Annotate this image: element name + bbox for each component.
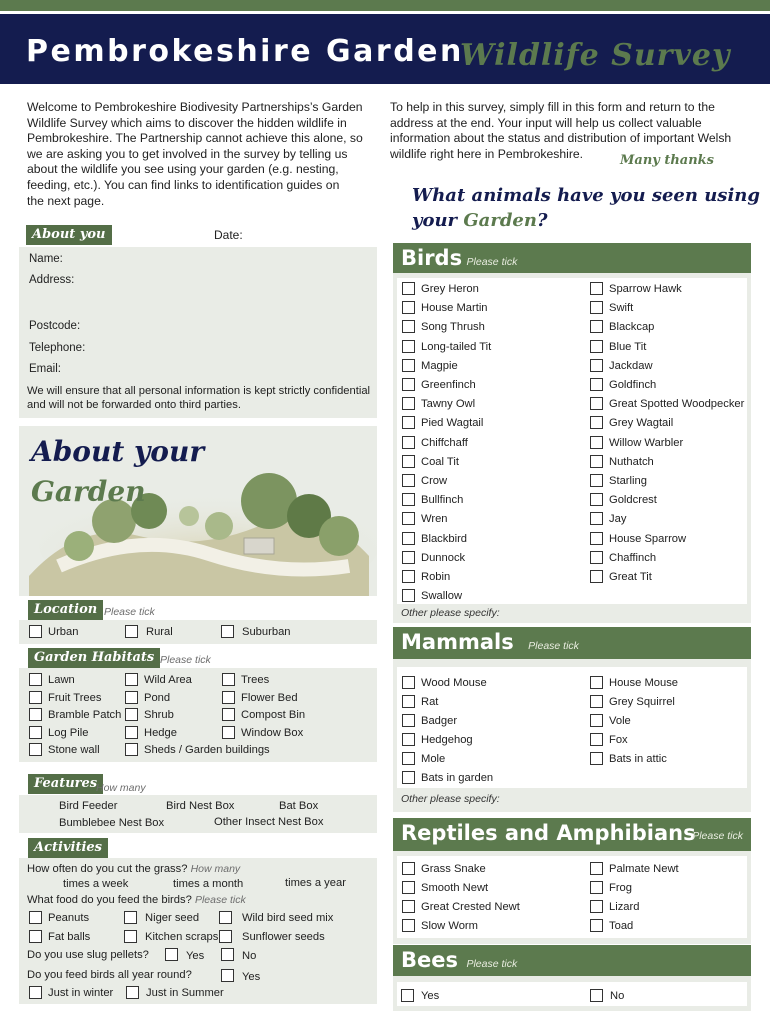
bird-grey-heron-label: Grey Heron [421, 283, 479, 295]
habitat-compost-bin-checkbox[interactable] [222, 708, 235, 721]
postcode-label: Postcode: [29, 320, 81, 332]
mammal-hedgehog-checkbox[interactable] [402, 733, 415, 746]
mammal-badger-label: Badger [421, 715, 458, 727]
mammal-rat-checkbox[interactable] [402, 695, 415, 708]
features-hint: How many [96, 782, 146, 794]
bird-dunnock-label: Dunnock [421, 551, 466, 564]
peanuts-label: Peanuts [48, 912, 90, 924]
just-winter-checkbox[interactable] [29, 986, 42, 999]
habitat-wild-area-label: Wild Area [144, 674, 192, 686]
slug-yes-checkbox[interactable] [165, 948, 178, 961]
kitchen-scraps-label: Kitchen scraps [145, 931, 219, 943]
bird-grey-wagtail-checkbox[interactable] [590, 416, 603, 429]
bat-box-label: Bat Box [279, 800, 319, 812]
habitat-flower-bed-checkbox[interactable] [222, 691, 235, 704]
many-thanks: Many thanks [620, 153, 715, 168]
just-summer-label: Just in Summer [146, 987, 224, 999]
reptiles-header: Reptiles and Amphibians Please tick [393, 818, 751, 851]
habitat-pond-label: Pond [144, 691, 171, 704]
habitat-bramble-patch-label: Bramble Patch [48, 709, 122, 721]
insect-nest-box-label: Other Insect Nest Box [214, 816, 324, 828]
email-label: Email: [29, 363, 61, 375]
bird-nuthatch-label: Nuthatch [609, 455, 654, 468]
reptile-palmate-newt-checkbox[interactable] [590, 862, 603, 875]
bird-grey-heron-checkbox[interactable] [402, 282, 415, 295]
mammal-bats-in-attic-label: Bats in attic [609, 753, 667, 765]
fat-balls-checkbox[interactable] [29, 930, 42, 943]
bird-magpie-label: Magpie [421, 359, 458, 372]
wild-bird-seed-label: Wild bird seed mix [242, 912, 334, 924]
habitat-sheds-garden-buildings-checkbox[interactable] [125, 743, 138, 756]
mammal-house-mouse-checkbox[interactable] [590, 676, 603, 689]
habitats-hint: Please tick [160, 654, 211, 666]
bird-bullfinch-checkbox[interactable] [402, 493, 415, 506]
bird-great-spotted-woodpecker-checkbox[interactable] [590, 397, 603, 410]
mammal-fox-checkbox[interactable] [590, 733, 603, 746]
bird-house-sparrow-label: House Sparrow [609, 532, 687, 545]
bird-jackdaw-label: Jackdaw [609, 359, 653, 372]
habitat-hedge-label: Hedge [144, 726, 177, 739]
mammal-wood-mouse-label: Wood Mouse [421, 677, 487, 689]
mammal-fox-label: Fox [609, 734, 628, 746]
bird-robin-label: Robin [421, 571, 451, 583]
bird-coal-tit-checkbox[interactable] [402, 455, 415, 468]
bird-goldcrest-label: Goldcrest [609, 494, 657, 507]
bird-feeder-label: Bird Feeder [59, 800, 118, 812]
bird-wren-label: Wren [421, 513, 448, 526]
habitat-window-box-checkbox[interactable] [222, 726, 235, 739]
top-stripe [0, 0, 770, 11]
habitat-shrub-label: Shrub [144, 709, 174, 721]
reptile-great-crested-newt-label: Great Crested Newt [421, 901, 520, 913]
bird-swift-label: Swift [609, 302, 634, 315]
reptile-great-crested-newt-checkbox[interactable] [402, 900, 415, 913]
mammal-rat-label: Rat [421, 696, 439, 708]
slug-no-label: No [242, 950, 257, 962]
intro-left: Welcome to Pembrokeshire Biodivesity Partnerships’s Garden Wildlife Survey which aims to discover the hidden wildlife in Pembrokeshire. The Partnership cannot achieve this alone, so we are asking you to get involved in the survey by telling us about the wildlife you see using your garden (e.g. nesting, feeding, etc.). You can find links to identification guides on the next page. [27, 100, 363, 208]
just-summer-checkbox[interactable] [126, 986, 139, 999]
mammal-bats-in-garden-checkbox[interactable] [402, 771, 415, 784]
habitat-fruit-trees-label: Fruit Trees [48, 691, 102, 704]
bird-house-sparrow-checkbox[interactable] [590, 532, 603, 545]
bird-house-martin-checkbox[interactable] [402, 301, 415, 314]
bird-blue-tit-checkbox[interactable] [590, 340, 603, 353]
bird-swallow-checkbox[interactable] [402, 589, 415, 602]
bird-starling-label: Starling [609, 475, 647, 487]
suburban-label: Suburban [242, 626, 291, 638]
reptile-grass-snake-checkbox[interactable] [402, 862, 415, 875]
about-you-tag: About you [26, 225, 112, 245]
all-year-yes-checkbox[interactable] [221, 969, 234, 982]
bird-long-tailed-tit-checkbox[interactable] [402, 340, 415, 353]
bird-crow-label: Crow [421, 475, 448, 487]
date-label: Date: [214, 228, 243, 242]
bird-house-martin-label: House Martin [421, 302, 488, 315]
food-question: What food do you feed the birds? Please tick [27, 894, 246, 906]
bird-chaffinch-label: Chaffinch [609, 551, 657, 564]
fat-balls-label: Fat balls [48, 931, 91, 943]
bird-bullfinch-label: Bullfinch [421, 494, 464, 507]
habitat-pond-checkbox[interactable] [125, 691, 138, 704]
bird-pied-wagtail-label: Pied Wagtail [421, 417, 484, 430]
urban-label: Urban [48, 626, 79, 638]
mammal-hedgehog-label: Hedgehog [421, 734, 473, 746]
niger-seed-checkbox[interactable] [124, 911, 137, 924]
bees-header: Bees Please tick [393, 945, 751, 976]
urban-checkbox[interactable] [29, 625, 42, 638]
bird-blackcap-label: Blackcap [609, 321, 655, 334]
habitat-bramble-patch-checkbox[interactable] [29, 708, 42, 721]
mammals-other: Other please specify: [401, 793, 500, 805]
habitat-fruit-trees-checkbox[interactable] [29, 691, 42, 704]
sunflower-seeds-label: Sunflower seeds [242, 931, 325, 943]
bird-jay-label: Jay [609, 513, 627, 526]
mammal-bats-in-garden-label: Bats in garden [421, 772, 494, 784]
habitat-compost-bin-label: Compost Bin [241, 709, 306, 721]
reptile-slow-worm-label: Slow Worm [421, 920, 478, 932]
peanuts-checkbox[interactable] [29, 911, 42, 924]
slug-yes-label: Yes [186, 950, 205, 962]
reptile-toad-checkbox[interactable] [590, 919, 603, 932]
habitat-window-box-label: Window Box [241, 726, 304, 739]
kitchen-scraps-checkbox[interactable] [124, 930, 137, 943]
page-title: Pembrokeshire Garden [26, 34, 464, 69]
privacy-note: We will ensure that all personal information is kept strictly confidential and will not be forwarded onto third parties. [27, 385, 371, 411]
reptile-frog-label: Frog [609, 882, 633, 894]
habitat-hedge-checkbox[interactable] [125, 726, 138, 739]
mammal-wood-mouse-checkbox[interactable] [402, 676, 415, 689]
times-month-label: times a month [173, 878, 244, 890]
habitats-tag: Garden Habitats [28, 648, 160, 668]
bird-nest-box-label: Bird Nest Box [166, 800, 235, 812]
mammal-grey-squirrel-checkbox[interactable] [590, 695, 603, 708]
habitat-sheds-garden-buildings-label: Sheds / Garden buildings [144, 744, 270, 756]
habitat-lawn-label: Lawn [48, 674, 75, 686]
suburban-checkbox[interactable] [221, 625, 234, 638]
reptile-palmate-newt-label: Palmate Newt [609, 863, 679, 875]
bird-long-tailed-tit-label: Long-tailed Tit [421, 340, 492, 353]
bird-dunnock-checkbox[interactable] [402, 551, 415, 564]
bird-swallow-label: Swallow [421, 590, 463, 603]
bird-blue-tit-label: Blue Tit [609, 340, 647, 353]
bird-blackbird-checkbox[interactable] [402, 532, 415, 545]
animals-question: What animals have you seen using your Garden? [412, 185, 760, 231]
bird-jay-checkbox[interactable] [590, 512, 603, 525]
mammal-house-mouse-label: House Mouse [609, 677, 679, 689]
bird-chaffinch-checkbox[interactable] [590, 551, 603, 564]
just-winter-label: Just in winter [48, 987, 114, 999]
bird-wren-checkbox[interactable] [402, 512, 415, 525]
bird-tawny-owl-label: Tawny Owl [421, 398, 476, 411]
times-year-label: times a year [285, 877, 346, 889]
reptile-lizard-checkbox[interactable] [590, 900, 603, 913]
habitat-lawn-checkbox[interactable] [29, 673, 42, 686]
habitat-stone-wall-checkbox[interactable] [29, 743, 42, 756]
bird-sparrow-hawk-checkbox[interactable] [590, 282, 603, 295]
habitat-flower-bed-label: Flower Bed [241, 691, 298, 704]
bird-swift-checkbox[interactable] [590, 301, 603, 314]
bird-blackcap-checkbox[interactable] [590, 320, 603, 333]
bird-sparrow-hawk-label: Sparrow Hawk [609, 283, 682, 295]
page-title-script: Wildlife Survey [460, 38, 731, 73]
birds-other: Other please specify: [401, 607, 500, 619]
bumblebee-nest-box-label: Bumblebee Nest Box [59, 817, 165, 829]
mammal-vole-checkbox[interactable] [590, 714, 603, 727]
features-tag: Features [28, 774, 103, 794]
mammal-grey-squirrel-label: Grey Squirrel [609, 696, 675, 708]
mammal-mole-label: Mole [421, 753, 446, 765]
habitat-log-pile-label: Log Pile [48, 726, 89, 739]
mammal-mole-checkbox[interactable] [402, 752, 415, 765]
bees-no-checkbox[interactable] [590, 989, 603, 1002]
name-label: Name: [29, 253, 63, 265]
reptile-frog-checkbox[interactable] [590, 881, 603, 894]
habitat-trees-checkbox[interactable] [222, 673, 235, 686]
bird-greenfinch-label: Greenfinch [421, 379, 476, 391]
location-tag: Location [28, 600, 103, 620]
bird-goldcrest-checkbox[interactable] [590, 493, 603, 506]
habitat-trees-label: Trees [241, 674, 270, 686]
niger-seed-label: Niger seed [145, 912, 200, 924]
location-hint: Please tick [104, 606, 155, 618]
bird-pied-wagtail-checkbox[interactable] [402, 416, 415, 429]
bird-chiffchaff-label: Chiffchaff [421, 436, 468, 449]
bird-song-thrush-checkbox[interactable] [402, 320, 415, 333]
reptile-toad-label: Toad [609, 920, 634, 932]
bees-no-label: No [610, 990, 625, 1002]
rural-checkbox[interactable] [125, 625, 138, 638]
about-garden-heading: About your Garden [31, 435, 205, 508]
mammal-bats-in-attic-checkbox[interactable] [590, 752, 603, 765]
reptile-smooth-newt-label: Smooth Newt [421, 882, 489, 894]
bird-starling-checkbox[interactable] [590, 474, 603, 487]
bird-willow-warbler-label: Willow Warbler [609, 436, 684, 449]
bird-great-tit-checkbox[interactable] [590, 570, 603, 583]
habitat-wild-area-checkbox[interactable] [125, 673, 138, 686]
bird-goldfinch-checkbox[interactable] [590, 378, 603, 391]
bees-list [397, 982, 747, 1006]
bird-willow-warbler-checkbox[interactable] [590, 436, 603, 449]
slug-question: Do you use slug pellets? [27, 949, 149, 961]
telephone-label: Telephone: [29, 342, 86, 354]
slug-no-checkbox[interactable] [221, 948, 234, 961]
times-week-label: times a week [63, 878, 129, 890]
bird-blackbird-label: Blackbird [421, 532, 468, 545]
bird-grey-wagtail-label: Grey Wagtail [609, 417, 674, 430]
wild-bird-seed-checkbox[interactable] [219, 911, 232, 924]
intro-right: To help in this survey, simply fill in this form and return to the address at the end. Your input will help us collect valuable information about the status and distribution of important Welsh wildlife right here in Pembrokeshire. [390, 100, 732, 161]
reptile-slow-worm-checkbox[interactable] [402, 919, 415, 932]
bird-coal-tit-label: Coal Tit [421, 455, 459, 468]
sunflower-seeds-checkbox[interactable] [219, 930, 232, 943]
bird-magpie-checkbox[interactable] [402, 359, 415, 372]
mammals-header: Mammals Please tick [393, 627, 751, 659]
bees-yes-label: Yes [421, 990, 440, 1002]
habitat-shrub-checkbox[interactable] [125, 708, 138, 721]
reptile-lizard-label: Lizard [609, 901, 640, 913]
bird-crow-checkbox[interactable] [402, 474, 415, 487]
reptile-smooth-newt-checkbox[interactable] [402, 881, 415, 894]
bird-song-thrush-label: Song Thrush [421, 321, 485, 334]
bird-goldfinch-label: Goldfinch [609, 379, 657, 391]
address-label: Address: [29, 274, 75, 286]
habitat-stone-wall-label: Stone wall [48, 744, 100, 756]
reptile-grass-snake-label: Grass Snake [421, 863, 486, 875]
mammal-vole-label: Vole [609, 715, 631, 727]
bird-jackdaw-checkbox[interactable] [590, 359, 603, 372]
grass-question: How often do you cut the grass? How many [27, 863, 241, 875]
bird-robin-checkbox[interactable] [402, 570, 415, 583]
birds-header: Birds Please tick [393, 243, 751, 273]
bird-chiffchaff-checkbox[interactable] [402, 436, 415, 449]
all-year-yes-label: Yes [242, 971, 261, 983]
bird-tawny-owl-checkbox[interactable] [402, 397, 415, 410]
rural-label: Rural [146, 626, 173, 638]
bird-great-spotted-woodpecker-label: Great Spotted Woodpecker [609, 398, 745, 411]
bird-greenfinch-checkbox[interactable] [402, 378, 415, 391]
all-year-question: Do you feed birds all year round? [27, 969, 192, 981]
habitat-log-pile-checkbox[interactable] [29, 726, 42, 739]
bird-great-tit-label: Great Tit [609, 571, 652, 583]
mammal-badger-checkbox[interactable] [402, 714, 415, 727]
bees-yes-checkbox[interactable] [401, 989, 414, 1002]
bird-nuthatch-checkbox[interactable] [590, 455, 603, 468]
activities-tag: Activities [28, 838, 108, 858]
